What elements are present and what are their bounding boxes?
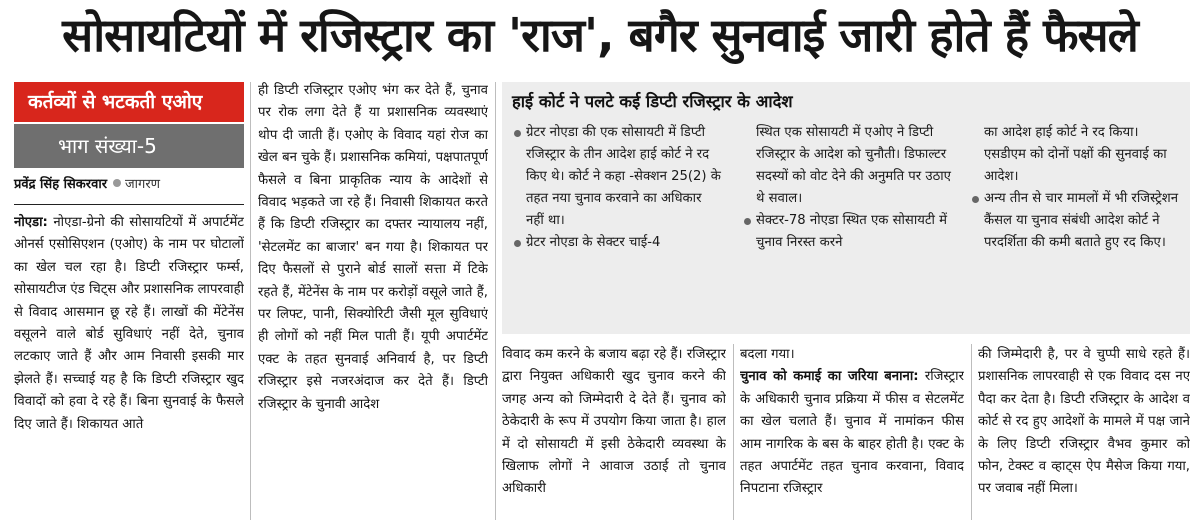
box-column-1 bbox=[512, 122, 722, 254]
box-continued-text: का आदेश हाई कोर्ट ने रद किया। एसडीएम को दोनों पक्षों की सुनवाई का आदेश। bbox=[984, 125, 1167, 184]
column-divider bbox=[733, 344, 734, 520]
box-title: हाई कोर्ट ने पलटे कई डिप्टी रजिस्ट्रार के आदेश bbox=[512, 92, 793, 111]
box-column-2 bbox=[742, 122, 952, 254]
dateline: नोएडा: bbox=[14, 215, 48, 230]
column-divider bbox=[971, 344, 972, 520]
box-bullet: सेक्टर-78 नोएडा स्थित एक सोसायटी में चुनाव निरस्त करने bbox=[742, 210, 952, 254]
series-label bbox=[14, 82, 244, 168]
byline-source: जागरण bbox=[125, 177, 161, 192]
article-column-5-text: की जिम्मेदारी है, पर वे चुप्पी साधे रहते हैं। प्रशासनिक लापरवाही से एक विवाद दस नए पैदा कर देता है। डिप्टी रजिस्ट्रार के आदेश व कोर्ट से रद हुए आदेशों के मामले में पक्ष जाने के लिए डिप्टी रजिस्ट्रार वैभव कुमार को फोन, टेक्स्ट व व्हाट्स ऐप मैसेज किया गया, पर जवाब नहीं मिला। bbox=[978, 347, 1190, 497]
article-column-1 bbox=[14, 212, 244, 520]
article-column-4-text: रजिस्ट्रार के अधिकारी चुनाव प्रक्रिया में फीस व सेटलमेंट का खेल चलाते हैं। चुनाव में नामांकन फीस आम नागरिक के बस के बाहर होती है। एक्ट के तहत अपार्टमेंट तहत चुनाव करवाना, विवाद निपटाना रजिस्ट्रार bbox=[740, 369, 964, 497]
series-title: कर्तव्यों से भटकती एओए bbox=[14, 82, 244, 122]
high-court-box bbox=[502, 82, 1190, 334]
article-column-3 bbox=[502, 344, 726, 520]
byline bbox=[14, 174, 244, 196]
article-column-5 bbox=[978, 344, 1190, 520]
bullet-dot-icon bbox=[113, 179, 121, 187]
byline-author: प्रवेंद्र सिंह सिकरवार bbox=[14, 177, 108, 192]
article-column-4 bbox=[740, 344, 964, 520]
headline: सोसायटियों में रजिस्ट्रार का 'राज', बगैर सुनवाई जारी होते हैं फैसले bbox=[62, 8, 1138, 62]
box-bullet: ग्रेटर नोएडा की एक सोसायटी में डिप्टी रजिस्ट्रार के तीन आदेश हाई कोर्ट ने रद किए थे। कोर्ट ने कहा -सेक्शन 25(2) के तहत नया चुनाव करवाने का अधिकार नहीं था। bbox=[512, 122, 722, 232]
article-column-1-text: नोएडा-ग्रेनो की सोसायटियों में अपार्टमेंट ओनर्स एसोसिएशन (एओए) के नाम पर घोटालों का खेल चल रहा है। डिप्टी रजिस्ट्रार फर्म्स, सोसायटीज एंड चिट्स और प्रशासनिक लापरवाही से विवाद आसमान छू रहे हैं। लाखों की मेंटेनेंस वसूलने वाले बोर्ड सुविधाएं नहीं देते, चुनाव लटकाए जाते हैं और आम निवासी इसकी मार झेलते हैं। सच्चाई यह है कि डिप्टी रजिस्ट्रार खुद विवादों को हवा दे रहे हैं। बिना सुनवाई के फैसले दिए जाते हैं। शिकायत आते bbox=[14, 215, 244, 432]
article-column-3-text: विवाद कम करने के बजाय बढ़ा रहे हैं। रजिस्ट्रार द्वारा नियुक्त अधिकारी खुद चुनाव करने की जगह अन्य को जिम्मेदारी दे देते हैं। चुनाव को ठेकेदारी के रूप में उपयोग किया जाता है। हाल में दो सोसायटी में इसी ठेकेदारी व्यवस्था के खिलाफ लोगों ने आवाज उठाई तो चुनाव अधिकारी bbox=[502, 347, 726, 497]
box-bullet: अन्य तीन से चार मामलों में भी रजिस्ट्रेशन कैंसल या चुनाव संबंधी आदेश कोर्ट ने परदर्शिता की कमी बताते हुए रद किए। bbox=[970, 188, 1180, 254]
box-bullet: ग्रेटर नोएडा के सेक्टर चाई-4 bbox=[512, 232, 722, 254]
series-part-number: भाग संख्या-5 bbox=[14, 124, 244, 168]
box-continued-text: स्थित एक सोसायटी में एओए ने डिप्टी रजिस्ट्रार के आदेश को चुनौती। डिफाल्टर सदस्यों को वोट देने की अनुमति पर उठाए थे सवाल। bbox=[756, 125, 951, 206]
subheading: चुनाव को कमाई का जरिया बनाना: bbox=[740, 369, 919, 385]
column-divider bbox=[250, 82, 251, 520]
article-column-2-text: ही डिप्टी रजिस्ट्रार एओए भंग कर देते हैं, चुनाव पर रोक लगा देते हैं या प्रशासनिक व्यवस्थाएं थोप दी जाती हैं। एओए के विवाद यहां रोज का खेल बन चुके हैं। प्रशासनिक कमियां, पक्षपातपूर्ण फैसले व बिना प्राकृतिक न्याय के आदेशों से विवाद भड़कते जा रहे हैं। निवासी शिकायत करते हैं कि डिप्टी रजिस्ट्रार का दफ्तर न्यायालय नहीं, 'सेटलमेंट का बाजार' बन गया है। शिकायत पर दिए फैसलों से पुराने बोर्ड सालों सत्ता में टिके रहते हैं, मेंटेनेंस के नाम पर करोड़ों वसूले जाते हैं, पर लिफ्ट, पानी, सिक्योरिटी जैसी मूल सुविधाएं ही लोगों को नहीं मिल पाती हैं। यूपी अपार्टमेंट एक्ट के तहत सुनवाई अनिवार्य है, पर डिप्टी रजिस्ट्रार इसे नजरअंदाज कर देते हैं। डिप्टी रजिस्ट्रार के चुनावी आदेश bbox=[258, 83, 488, 412]
column-divider bbox=[495, 82, 496, 520]
box-column-3 bbox=[970, 122, 1180, 254]
article-column-2 bbox=[258, 80, 488, 520]
byline-divider bbox=[14, 204, 244, 205]
article-column-4-lead: बदला गया। bbox=[740, 347, 795, 362]
